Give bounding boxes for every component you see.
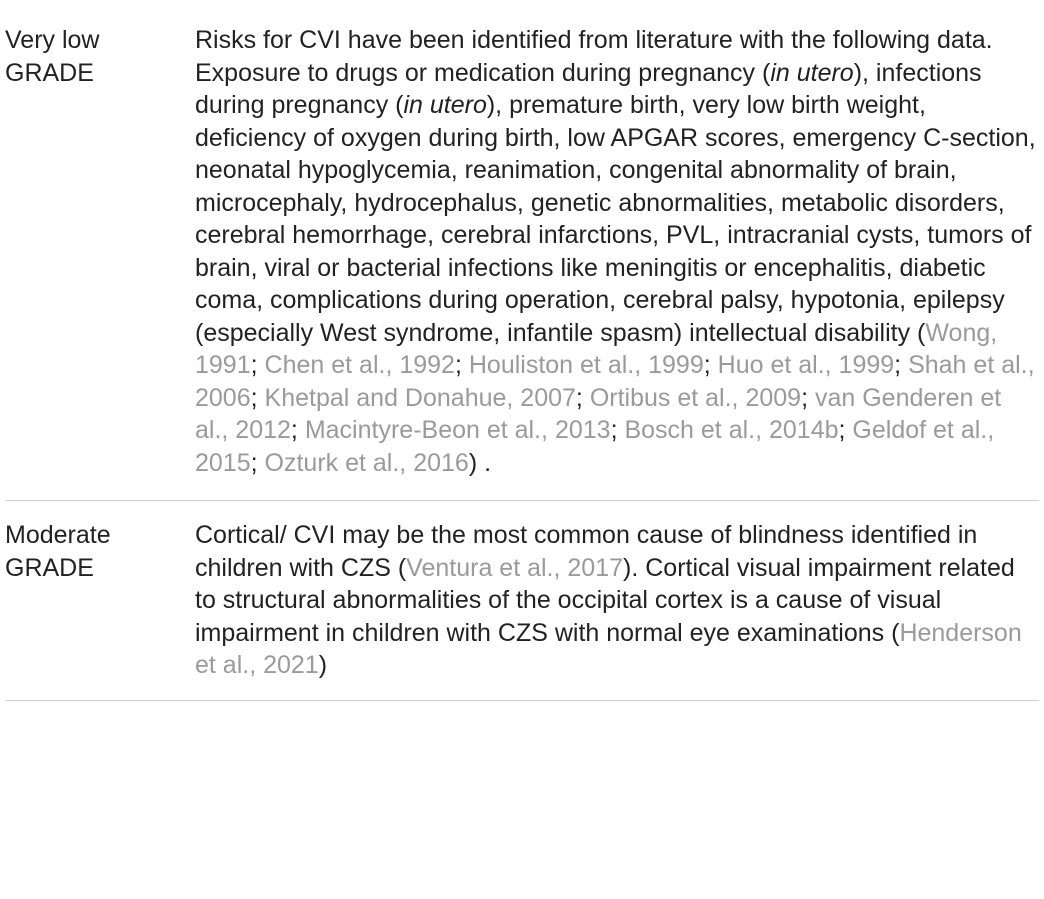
reference-separator: ; <box>575 383 590 412</box>
grade-label-moderate: Moderate GRADE <box>5 521 111 582</box>
reference-link[interactable]: Ventura et al., 2017 <box>406 553 624 582</box>
reference-link[interactable]: Houliston et al., 1999 <box>468 351 704 379</box>
row-description-moderate <box>195 519 1039 682</box>
risk-factor-paragraph <box>195 57 1039 480</box>
risk-text-part-3: ), premature birth, very low birth weight, deficiency of oxygen during birth, low APGAR scores, emergency C-section, neonatal hypoglycemia, reanimation, congenital abnormality of brain, microcephaly, hydrocephalus, genetic abnormalities, metabolic disorders, cerebral hemorrhage, cerebral infarctions, PVL, intracranial cysts, tumors of brain, viral or bacterial infections like meningitis or encephalitis, diabetic coma, complications during operation, cerebral palsy, hypotonia, epilepsy (especially West syndrome, infantile spasm) intellectual disability ( <box>195 91 1036 347</box>
reference-link[interactable]: Shah et al., 2006 <box>195 351 1035 412</box>
cvi-text-part-3: ) <box>318 651 328 679</box>
reference-link[interactable]: Wong, 1991 <box>195 318 998 379</box>
in-utero-italic-2: in utero <box>403 91 487 119</box>
row-intro-text: Risks for CVI have been identified from literature with the following data. <box>195 26 993 54</box>
reference-separator: ; <box>838 416 853 444</box>
reference-separator: ; <box>250 351 265 379</box>
reference-separator: ; <box>290 416 305 444</box>
reference-link[interactable]: Geldof et al., 2015 <box>195 416 995 477</box>
reference-link[interactable]: Ozturk et al., 2016 <box>264 448 469 477</box>
cvi-text-part-2: ). Cortical visual impairment related to structural abnormalities of the occipital cortex is a cause of visual impairment in children with CZS with normal eye examinations ( <box>195 553 1015 647</box>
reference-link[interactable]: Henderson et al., 2021 <box>195 618 1022 679</box>
cvi-text-part-1: Cortical/ CVI may be the most common cause of blindness identified in children with CZS ( <box>195 521 978 582</box>
risk-text-part-2: ), infections during pregnancy ( <box>195 58 982 119</box>
reference-separator: ; <box>801 383 815 412</box>
table-row-very-low <box>5 24 1039 501</box>
reference-link[interactable]: Chen et al., 1992 <box>264 351 455 379</box>
table-row-moderate <box>5 501 1039 701</box>
evidence-table <box>5 0 1039 701</box>
reference-link[interactable]: Huo et al., 1999 <box>717 351 895 379</box>
reference-separator: ; <box>250 383 265 412</box>
risk-text-part-1: Exposure to drugs or medication during pregnancy ( <box>195 58 771 87</box>
reference-separator: ; <box>894 351 909 379</box>
reference-link[interactable]: Ortibus et al., 2009 <box>589 383 802 412</box>
paragraph-end: ) . <box>468 448 492 477</box>
cvi-cause-paragraph <box>195 519 1039 682</box>
reference-link[interactable]: Khetpal and Donahue, 2007 <box>264 383 576 412</box>
reference-separator: ; <box>610 416 625 444</box>
reference-separator: ; <box>454 351 469 379</box>
reference-separator: ; <box>703 351 718 379</box>
reference-separator: ; <box>250 448 265 477</box>
reference-link[interactable]: Bosch et al., 2014b <box>624 416 839 444</box>
grade-label-very-low: Very low GRADE <box>5 26 100 87</box>
row-description-very-low <box>195 24 1039 479</box>
reference-link[interactable]: Macintyre-Beon et al., 2013 <box>304 416 611 444</box>
in-utero-italic-1: in utero <box>770 58 854 87</box>
reference-link[interactable]: van Genderen et al., 2012 <box>195 383 1002 444</box>
